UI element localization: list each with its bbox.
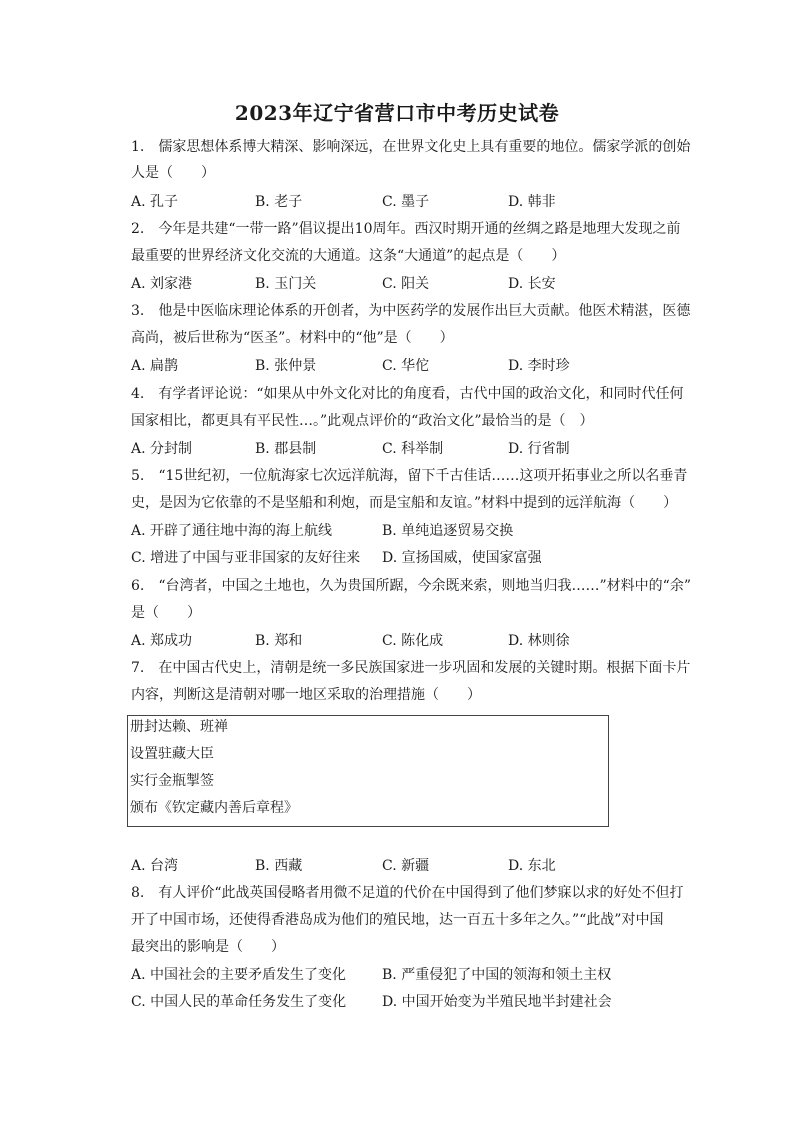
option-c: C. 陈化成: [382, 633, 444, 649]
option-a: A. 分封制: [131, 441, 193, 457]
question-6-line-2: 是（ ）: [131, 605, 201, 621]
measures-card: [127, 715, 609, 827]
question-8-line-3: 最突出的影响是（ ）: [131, 939, 285, 955]
question-8-line-2: 开了中国市场，还使得香港岛成为他们的殖民地，达一百五十多年之久。”“此战”对中国: [131, 912, 664, 928]
option-a: A. 郑成功: [131, 633, 193, 649]
option-b: B. 张仲景: [255, 358, 317, 374]
option-b: B. 严重侵犯了中国的领海和领土主权: [382, 967, 612, 983]
card-item: 实行金瓶掣签: [130, 773, 214, 789]
question-2-line-1: 2. 今年是共建“一带一路”倡议提出10周年。西汉时期开通的丝绸之路是地理大发现之前: [131, 221, 681, 237]
option-d: D. 李时珍: [508, 358, 570, 374]
option-d: D. 长安: [508, 276, 556, 292]
card-item: 设置驻藏大臣: [130, 746, 214, 762]
option-a: A. 扁鹊: [131, 358, 179, 374]
option-d: D. 宣扬国威，使国家富强: [382, 550, 542, 566]
option-c: C. 墨子: [382, 194, 430, 210]
option-a: A. 刘家港: [131, 276, 193, 292]
option-d: D. 韩非: [508, 194, 556, 210]
option-c: C. 科举制: [382, 441, 444, 457]
option-c: C. 阳关: [382, 276, 430, 292]
question-7-line-1: 7. 在中国古代史上，清朝是统一多民族国家进一步巩固和发展的关键时期。根据下面卡片: [131, 660, 691, 676]
card-item: 册封达赖、班禅: [130, 719, 228, 735]
option-c: C. 华佗: [382, 358, 430, 374]
option-b: B. 郡县制: [255, 441, 317, 457]
question-5-line-2: 史，是因为它依靠的不是坚船和利炮，而是宝船和友谊。”材料中提到的远洋航海（ ）: [131, 495, 678, 511]
option-b: B. 玉门关: [255, 276, 317, 292]
option-b: B. 单纯追逐贸易交换: [382, 523, 514, 539]
option-c: C. 新疆: [382, 858, 430, 874]
question-4-line-2: 国家相比，都更具有平民性…。”此观点评价的“政治文化”最恰当的是（ ）: [131, 413, 594, 429]
option-b: B. 老子: [255, 194, 303, 210]
exam-title: 2023年辽宁省营口市中考历史试卷: [234, 101, 560, 125]
question-2-line-2: 最重要的世界经济文化交流的大通道。这条“大通道”的起点是（ ）: [131, 248, 566, 264]
question-5-line-1: 5. “15世纪初，一位航海家七次远洋航海，留下千古佳话……这项开拓事业之所以名垂青: [131, 468, 688, 484]
question-1-line-2: 人是（ ）: [131, 165, 215, 181]
question-4-line-1: 4. 有学者评论说：“如果从中外文化对比的角度看，古代中国的政治文化，和同时代任何: [131, 386, 684, 402]
option-c: C. 中国人民的革命任务发生了变化: [131, 994, 347, 1010]
option-d: D. 行省制: [508, 441, 570, 457]
option-b: B. 西藏: [255, 858, 303, 874]
option-d: D. 林则徐: [508, 633, 570, 649]
question-7-line-2: 内容，判断这是清朝对哪一地区采取的治理措施（ ）: [131, 687, 481, 703]
question-6-line-1: 6. “台湾者，中国之土地也，久为贵国所踞，今余既来索，则地当归我……”材料中的“余”: [131, 578, 691, 594]
option-a: A. 孔子: [131, 194, 179, 210]
option-d: D. 东北: [508, 858, 556, 874]
option-a: A. 台湾: [131, 858, 179, 874]
question-8-line-1: 8. 有人评价“此战英国侵略者用微不足道的代价在中国得到了他们梦寐以求的好处不但打: [131, 885, 684, 901]
option-a: A. 开辟了通往地中海的海上航线: [131, 523, 333, 539]
question-3-line-1: 3. 他是中医临床理论体系的开创者，为中医药学的发展作出巨大贡献。他医术精湛，医德: [131, 303, 691, 319]
question-3-line-2: 高尚，被后世称为“医圣”。材料中的“他”是（ ）: [131, 330, 454, 346]
option-a: A. 中国社会的主要矛盾发生了变化: [131, 967, 347, 983]
option-c: C. 增进了中国与亚非国家的友好往来: [131, 550, 361, 566]
question-1-line-1: 1. 儒家思想体系博大精深、影响深远，在世界文化史上具有重要的地位。儒家学派的创始: [131, 139, 691, 155]
card-item: 颁布《钦定藏内善后章程》: [130, 800, 298, 816]
option-b: B. 郑和: [255, 633, 303, 649]
option-d: D. 中国开始变为半殖民地半封建社会: [382, 994, 612, 1010]
